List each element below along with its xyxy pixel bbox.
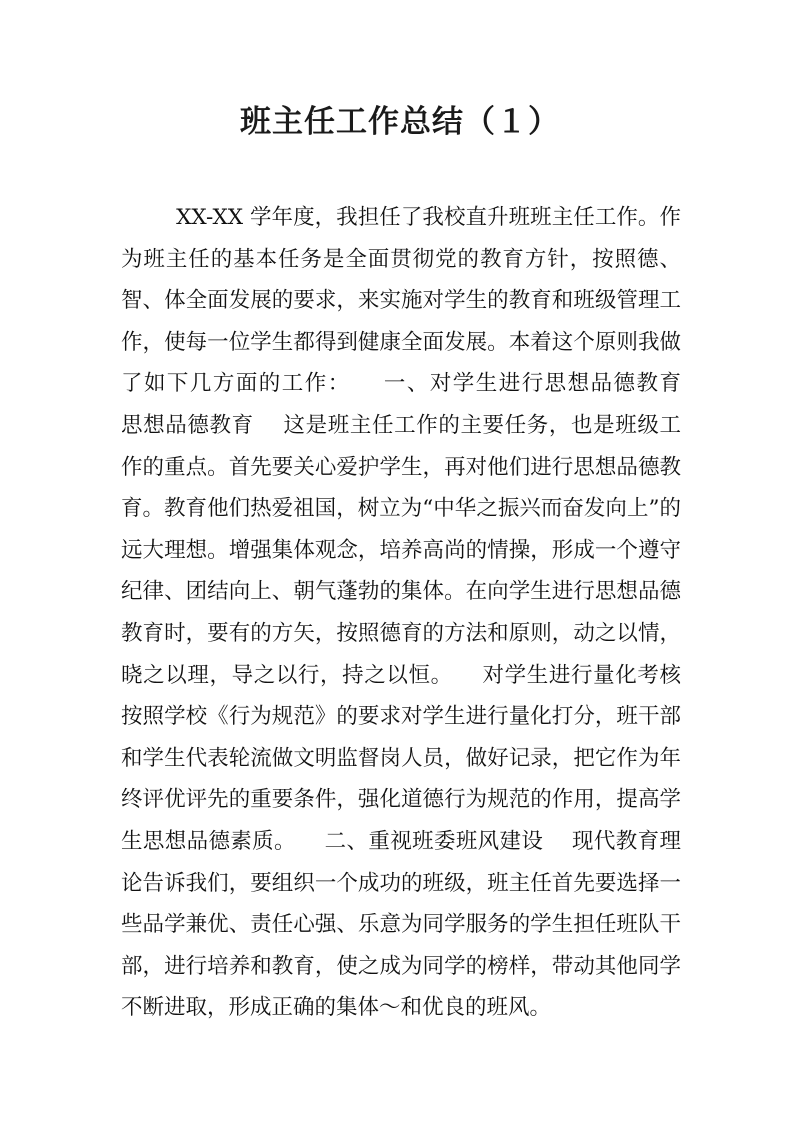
body-paragraph: XX-XX 学年度，我担任了我校直升班班主任工作。作为班主任的基本任务是全面贯彻党的教育方针，按照德、智、体全面发展的要求，来实施对学生的教育和班级管理工作，使每一位学生都得到健康全面发展。本着这个原则我做了如下几方面的工作： 一、对学生进行思想品德教育 思想品德教育 这是班主任工作的主要任务，也是班级工作的重点。首先要关心爱护学生，再对他们进行思想品德教育。教育他们热爱祖国，树立为“中华之振兴而奋发向上”的远大理想。增强集体观念，培养高尚的情操，形成一个遵守纪律、团结向上、朝气蓬勃的集体。在向学生进行思想品德教育时，要有的方矢，按照德育的方法和原则，动之以情，晓之以理，导之以行，持之以恒。 对学生进行量化考核 按照学校《行为规范》的要求对学生进行量化打分，班干部和学生代表轮流做文明监督岗人员，做好记录，把它作为年终评优评先的重要条件，强化道德行为规范的作用，提高学生思想品德素质。 二、重视班委班风建设 现代教育理论告诉我们，要组织一个成功的班级，班主任首先要选择一些品学兼优、责任心强、乐意为同学服务的学生担任班队干部，进行培养和教育，使之成为同学的榜样，带动其他同学不断进取，形成正确的集体～和优良的班风。 [121, 205, 709, 1021]
document-title: 班主任工作总结（１） [240, 104, 560, 140]
